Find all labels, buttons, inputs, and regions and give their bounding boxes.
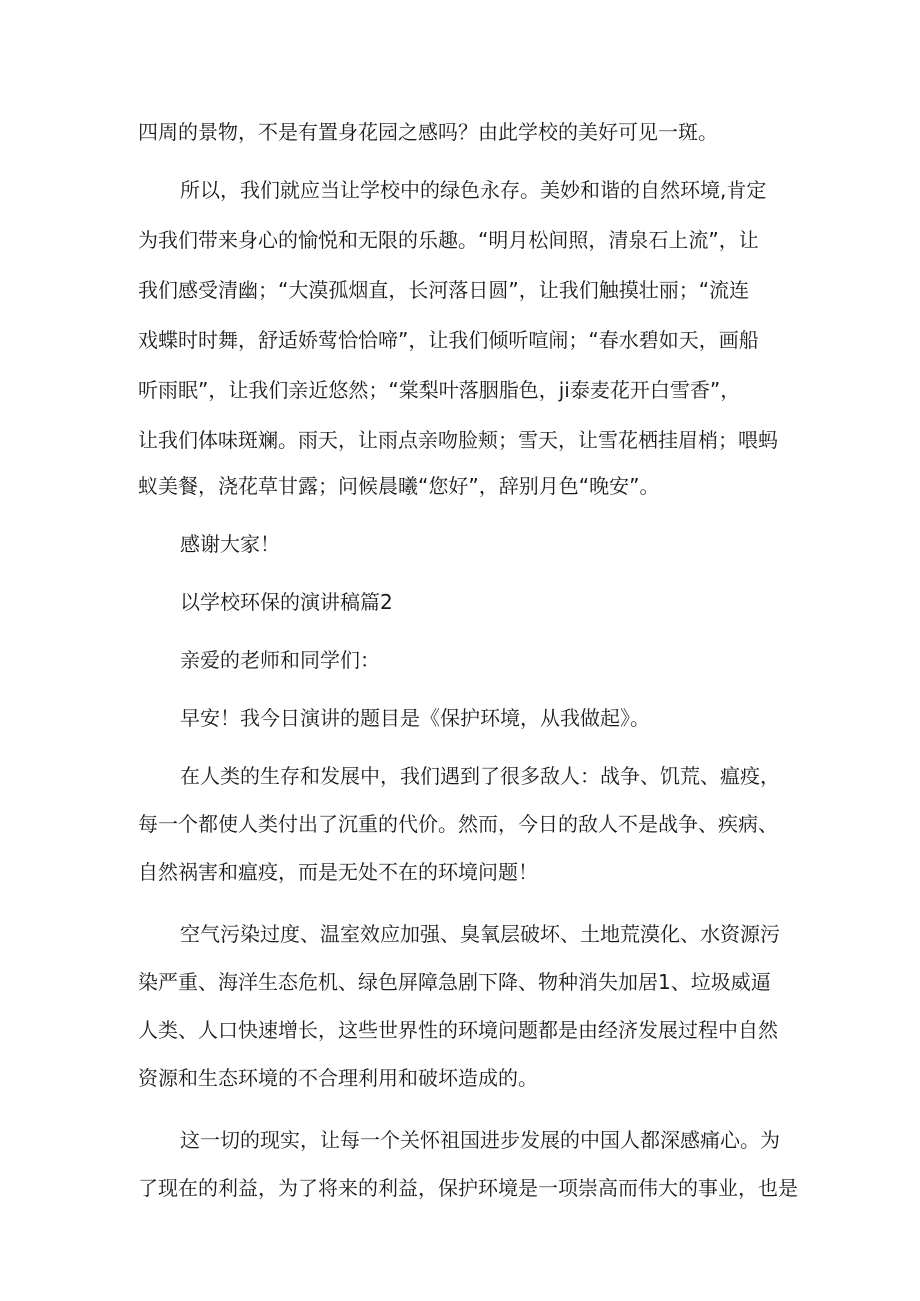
paragraph-line: 染严重、海洋生态危机、绿色屏障急剧下降、物种消失加居1、垃圾威逼 xyxy=(138,970,771,994)
paragraph-line: 人类、人口快速增长，这些世界性的环境问题都是由经济发展过程中自然 xyxy=(138,1018,778,1042)
paragraph-line: 在人类的生存和发展中，我们遇到了很多敌人：战争、饥荒、瘟疫， xyxy=(180,764,780,788)
paragraph-line: 自然祸害和瘟疫，而是无处不在的环境问题！ xyxy=(138,860,538,884)
paragraph-line: 我们感受清幽；“大漠孤烟直，长河落日圆”，让我们触摸壮丽；“流连 xyxy=(138,278,750,302)
salutation: 亲爱的老师和同学们： xyxy=(180,648,380,672)
paragraph-line: 每一个都使人类付出了沉重的代价。然而，今日的敌人不是战争、疾病、 xyxy=(138,812,778,836)
paragraph-line: 听雨眠”，让我们亲近悠然；“棠梨叶落胭脂色，ji泰麦花开白雪香”， xyxy=(138,378,741,402)
paragraph-line: 了现在的利益，为了将来的利益，保护环境是一项崇高而伟大的事业，也是 xyxy=(138,1176,798,1200)
paragraph-line: 早安！我今日演讲的题目是《保护环境，从我做起》。 xyxy=(180,706,650,730)
paragraph-line: 空气污染过度、温室效应加强、臭氧层破坏、土地荒漠化、水资源污 xyxy=(180,922,780,946)
paragraph-line: 四周的景物，不是有置身花园之感吗？由此学校的美好可见一斑。 xyxy=(138,120,718,144)
paragraph-line: 这一切的现实，让每一个关怀祖国进步发展的中国人都深感痛心。为 xyxy=(180,1128,780,1152)
paragraph-line: 蚁美餐，浇花草甘露；问候晨曦“您好”，辞别月色“晚安”。 xyxy=(138,474,660,498)
section-heading: 以学校环保的演讲稿篇2 xyxy=(180,590,393,614)
paragraph-line: 所以，我们就应当让学校中的绿色永存。美妙和谐的自然环境,肯定 xyxy=(180,178,767,202)
paragraph-line: 为我们带来身心的愉悦和无限的乐趣。“明月松间照，清泉石上流”，让 xyxy=(138,228,759,252)
paragraph-line: 资源和生态环境的不合理利用和破坏造成的。 xyxy=(138,1066,538,1090)
paragraph-line: 感谢大家！ xyxy=(180,532,280,556)
paragraph-line: 戏蝶时时舞，舒适娇莺恰恰啼”，让我们倾听喧闹；“春水碧如天，画船 xyxy=(138,328,759,352)
paragraph-line: 让我们体味斑斓。雨天，让雨点亲吻脸颊；雪天，让雪花栖挂眉梢；喂蚂 xyxy=(138,428,778,452)
